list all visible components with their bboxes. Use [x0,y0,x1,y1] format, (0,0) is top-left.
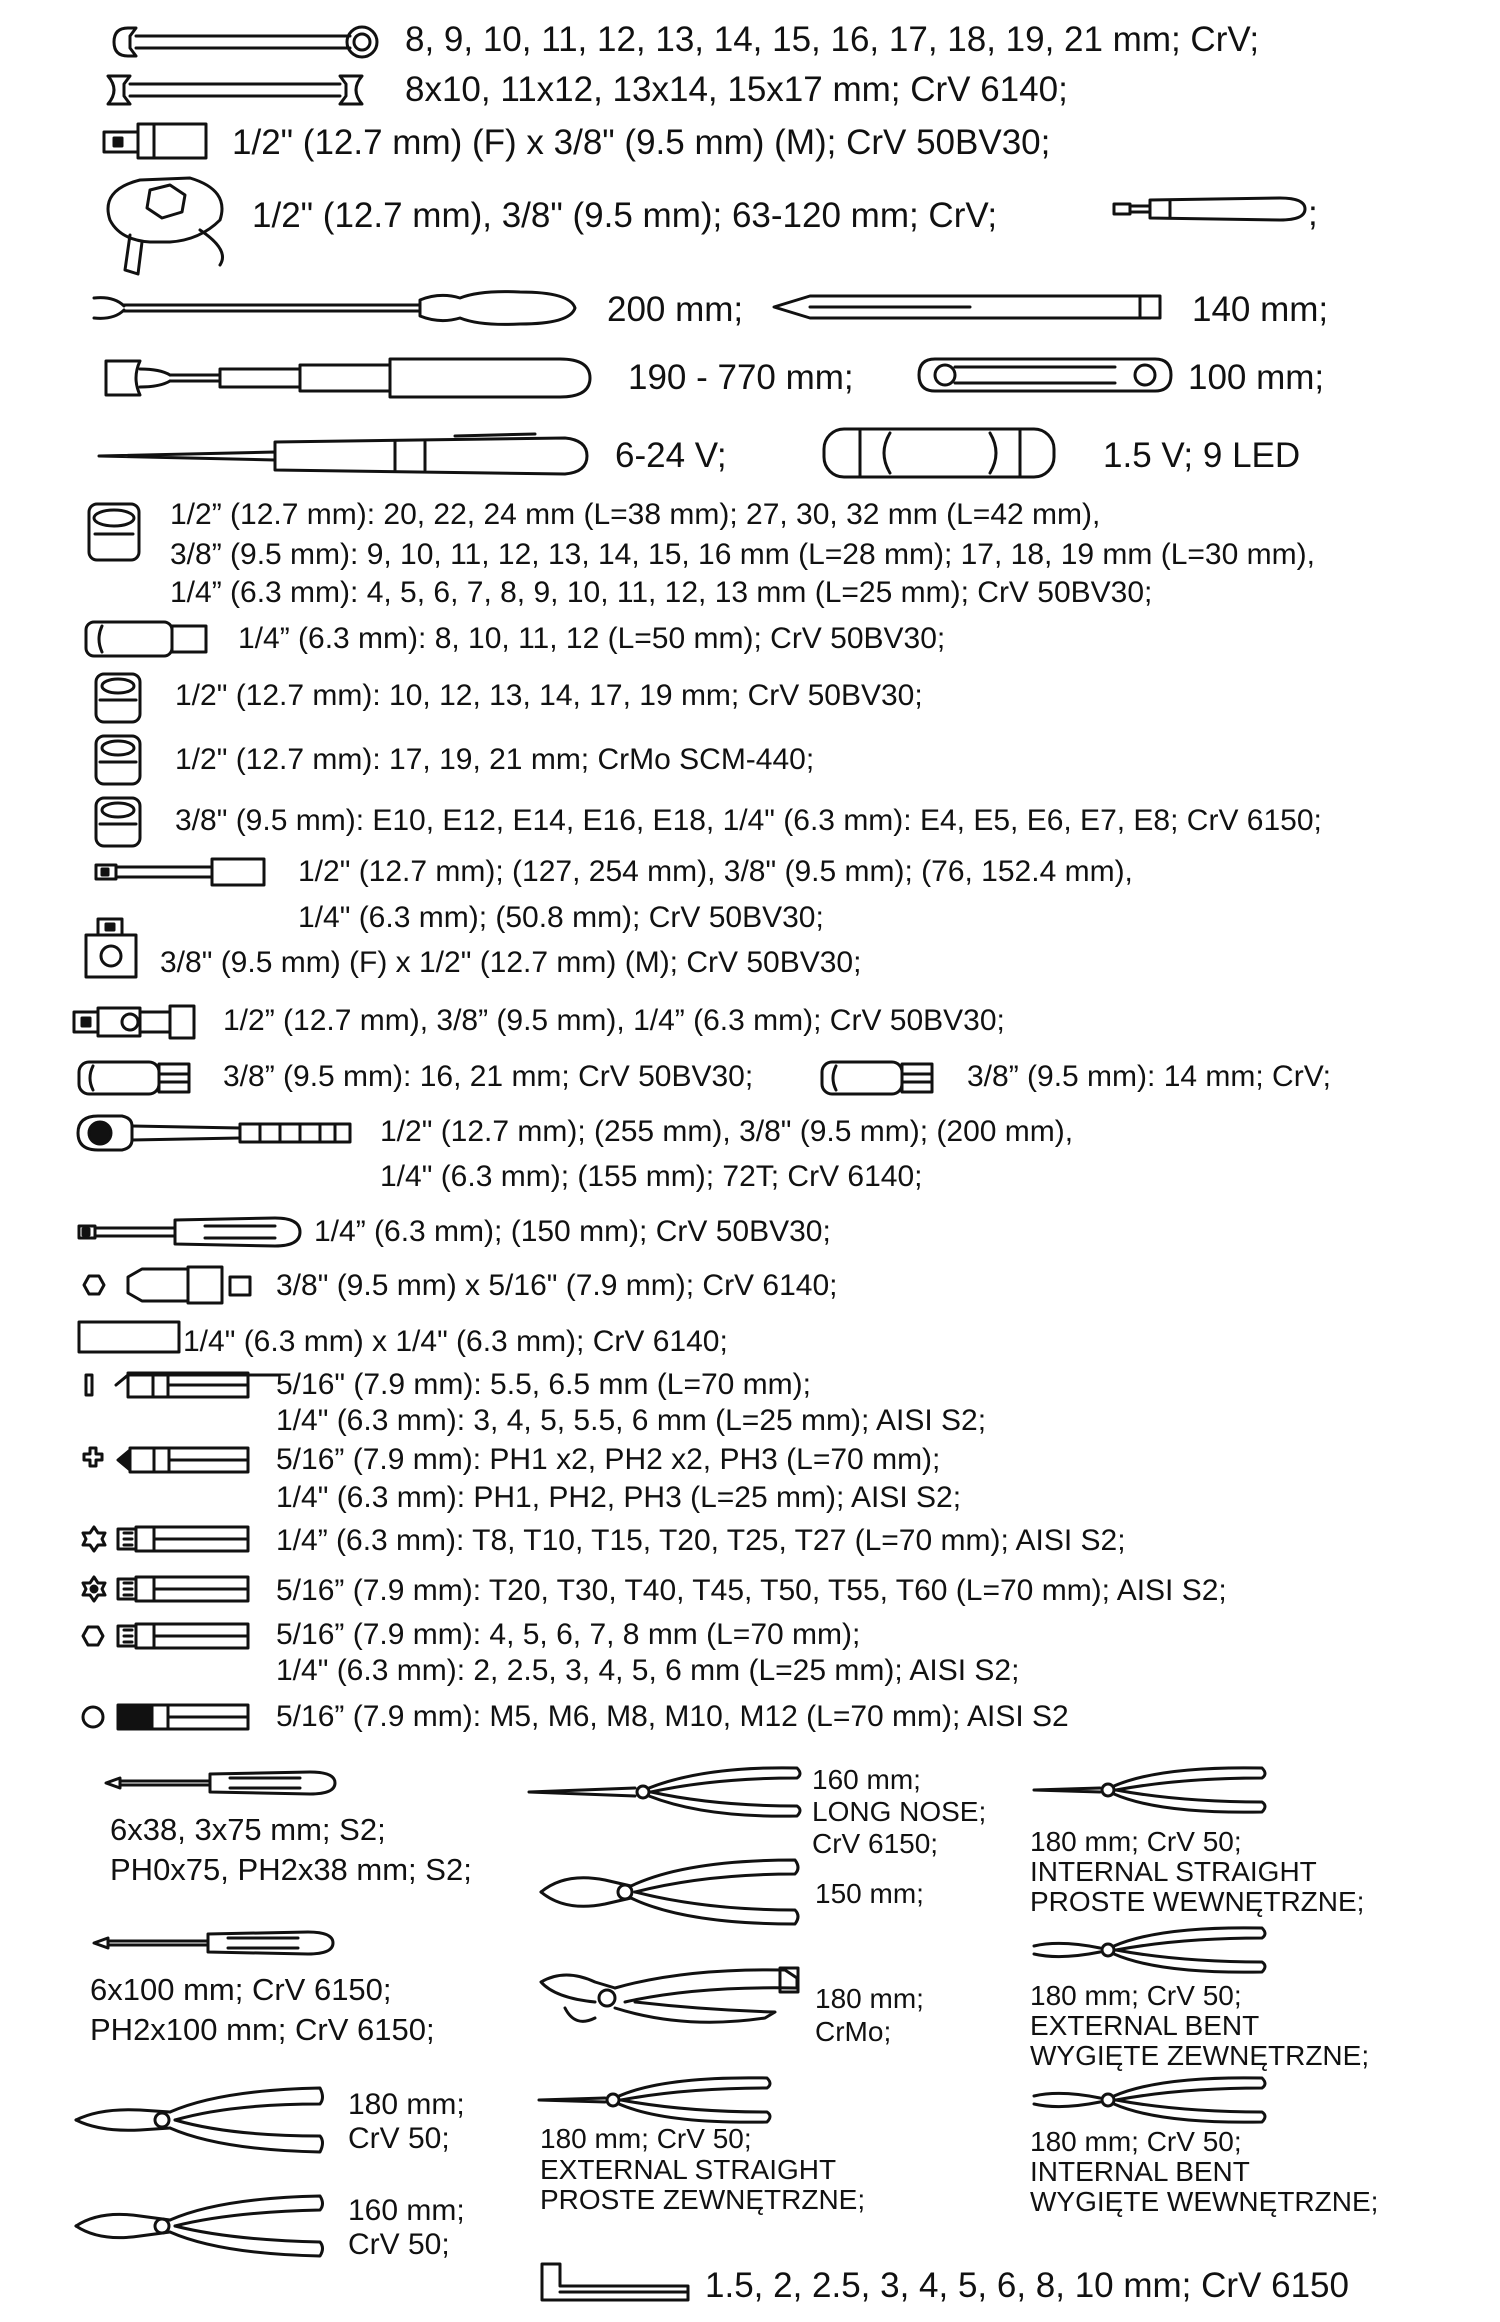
impact-socket-icon [92,670,148,726]
int-straight-type-pl: PROSTE WEWNĘTRZNE; [1030,1886,1365,1917]
torx-socket-spec: 3/8" (9.5 mm): E10, E12, E14, E16, E18, 1/4" (6.3 mm): E4, E5, E6, E7, E8; CrV 6150; [175,804,1322,837]
voltage-tester-range: 6-24 V; [615,436,727,475]
hex-key-icon [538,2260,698,2304]
ext-straight-spec: 180 mm; CrV 50; [540,2123,752,2154]
combination-wrench-sizes: 8, 9, 10, 11, 12, 13, 14, 15, 16, 17, 18, 19, 21 mm; CrV; [405,20,1260,59]
flat-bit-spec-a: 5/16" (7.9 mm): 5.5, 6.5 mm (L=70 mm); [276,1368,811,1401]
locking-pliers-length: 180 mm; [815,1983,924,2014]
ratchet-spec-a: 1/2" (12.7 mm); (255 mm), 3/8" (9.5 mm); (200 mm), [380,1115,1074,1148]
ext-bent-type: EXTERNAL BENT [1030,2010,1260,2041]
flashlight-icon [820,425,1060,481]
long-nose-material: CrV 6150; [812,1828,939,1859]
combination-pliers-material: CrV 50; [348,2122,450,2155]
universal-joint-icon [70,998,200,1046]
hex-bit-spec-b: 1/4" (6.3 mm): 2, 2.5, 3, 4, 5, 6 mm (L=25 mm); AISI S2; [276,1654,1020,1687]
ratchet-icon [70,1110,360,1156]
torx-bit-icon [74,1521,254,1557]
screwdriver-set-a-line2: PH0x75, PH2x38 mm; S2; [110,1852,472,1887]
side-cutter-length: 160 mm; [348,2194,465,2227]
circlip-pliers-external-straight-icon [535,2070,775,2130]
long-nose-type: LONG NOSE; [812,1796,987,1827]
int-bent-type: INTERNAL BENT [1030,2156,1250,2187]
hook-pick-length: 200 mm; [607,290,744,329]
sockets-three-eighths: 3/8” (9.5 mm): 9, 10, 11, 12, 13, 14, 15, 16 mm (L=28 mm); 17, 18, 19 mm (L=30 mm), [170,538,1315,571]
phillips-bit-spec-a: 5/16” (7.9 mm): PH1 x2, PH2 x2, PH3 (L=70 mm); [276,1443,941,1476]
diagonal-cutter-icon [535,1852,805,1932]
valve-tool-length: 100 mm; [1188,358,1325,397]
hex-bit-spec-a: 5/16” (7.9 mm): 4, 5, 6, 7, 8 mm (L=70 mm); [276,1618,861,1651]
torx-bit-spec: 1/4” (6.3 mm): T8, T10, T15, T20, T25, T27 (L=70 mm); AISI S2; [276,1524,1126,1557]
screwdriver-set-b-line2: PH2x100 mm; CrV 6150; [90,2012,435,2047]
oil-filter-wrench-icon [90,170,240,280]
socket-icon [85,500,145,566]
extension-bar-spec-a: 1/2" (12.7 mm); (127, 254 mm), 3/8" (9.5 mm); (76, 152.4 mm), [298,855,1133,888]
universal-joint-spec: 1/2” (12.7 mm), 3/8” (9.5 mm), 1/4” (6.3 mm); CrV 50BV30; [223,1004,1005,1037]
open-end-wrench-icon [100,70,380,110]
bit-holder-spec: 1/4" (6.3 mm) x 1/4" (6.3 mm); CrV 6140; [183,1325,728,1358]
combination-pliers-length: 180 mm; [348,2088,465,2121]
diagonal-cutter-length: 150 mm; [815,1878,924,1909]
screwdriver-set-b-line1: 6x100 mm; CrV 6150; [90,1972,392,2007]
spark-plug-socket-small-icon [818,1058,938,1098]
hook-pick-icon [90,288,590,328]
small-screwdriver-icon [100,1766,340,1800]
locking-pliers-icon [535,1958,805,2038]
reducer-adapter-icon [82,915,142,981]
spinner-driver-spec: 1/4” (6.3 mm); (150 mm); CrV 50BV30; [314,1215,831,1248]
telescopic-tool-length: 190 - 770 mm; [628,358,854,397]
bit-adapter-spec: 3/8" (9.5 mm) x 5/16" (7.9 mm); CrV 6140; [276,1269,838,1302]
int-bent-type-pl: WYGIĘTE WEWNĘTRZNE; [1030,2186,1379,2217]
flat-bit-spec-b: 1/4" (6.3 mm): 3, 4, 5, 5.5, 6 mm (L=25 mm); AISI S2; [276,1404,987,1437]
deep-socket-spec: 1/4” (6.3 mm): 8, 10, 11, 12 (L=50 mm); CrV 50BV30; [238,622,946,655]
extension-bar-spec-b: 1/4" (6.3 mm); (50.8 mm); CrV 50BV30; [298,901,824,934]
circlip-pliers-external-bent-icon [1030,1920,1270,1980]
long-nose-pliers-icon [525,1762,805,1822]
crmo-socket-spec: 1/2" (12.7 mm): 17, 19, 21 mm; CrMo SCM-440; [175,743,815,776]
long-nose-length: 160 mm; [812,1764,921,1795]
torx-socket-icon [92,794,148,850]
screwdriver-set-a-line1: 6x38, 3x75 mm; S2; [110,1812,386,1847]
spark-plug-socket-spec-b: 3/8” (9.5 mm): 14 mm; CrV; [967,1060,1331,1093]
valve-tool-icon [915,355,1175,395]
locking-pliers-material: CrMo; [815,2016,892,2047]
punch-chisel-length: 140 mm; [1192,290,1329,329]
side-cutter-icon [70,2186,330,2266]
combination-wrench-icon [100,22,380,62]
ext-straight-type: EXTERNAL STRAIGHT [540,2154,837,2185]
sockets-half-inch: 1/2” (12.7 mm): 20, 22, 24 mm (L=38 mm); 27, 30, 32 mm (L=42 mm), [170,498,1101,531]
ext-bent-type-pl: WYGIĘTE ZEWNĘTRZNE; [1030,2040,1370,2071]
tamper-torx-bit-spec: 5/16” (7.9 mm): T20, T30, T40, T45, T50, T55, T60 (L=70 mm); AISI S2; [276,1574,1227,1607]
phillips-bit-icon [74,1442,254,1478]
hex-bit-icon [74,1618,254,1654]
long-screwdriver-icon [88,1926,338,1960]
spinner-handle-separator: ; [1308,194,1318,233]
side-cutter-material: CrV 50; [348,2228,450,2261]
circlip-pliers-internal-straight-icon [1030,1760,1270,1820]
ext-bent-spec: 180 mm; CrV 50; [1030,1980,1242,2011]
flashlight-spec: 1.5 V; 9 LED [1103,436,1301,475]
ext-straight-type-pl: PROSTE ZEWNĘTRZNE; [540,2184,866,2215]
deep-socket-icon [82,618,212,660]
impact-socket-spec: 1/2" (12.7 mm): 10, 12, 13, 14, 17, 19 mm; CrV 50BV30; [175,679,923,712]
flat-bit-icon [78,1367,258,1403]
punch-chisel-icon [770,290,1170,324]
int-straight-type: INTERNAL STRAIGHT [1030,1856,1317,1887]
spark-plug-socket-spec-a: 3/8” (9.5 mm): 16, 21 mm; CrV 50BV30; [223,1060,754,1093]
socket-adapter-spec: 1/2" (12.7 mm) (F) x 3/8" (9.5 mm) (M); CrV 50BV30; [232,123,1051,162]
reducer-adapter-spec: 3/8" (9.5 mm) (F) x 1/2" (12.7 mm) (M); CrV 50BV30; [160,946,862,979]
open-end-wrench-sizes: 8x10, 11x12, 13x14, 15x17 mm; CrV 6140; [405,70,1068,109]
spark-plug-socket-icon [75,1058,195,1098]
spinner-driver-icon [75,1212,305,1252]
extension-bar-icon [92,855,272,889]
socket-adapter-icon [100,122,220,158]
spline-bit-icon [74,1699,254,1735]
int-bent-spec: 180 mm; CrV 50; [1030,2126,1242,2157]
oil-filter-wrench-spec: 1/2" (12.7 mm), 3/8" (9.5 mm); 63-120 mm; CrV; [252,196,998,235]
combination-pliers-icon [70,2080,330,2160]
circlip-pliers-internal-bent-icon [1030,2070,1270,2130]
ratchet-spec-b: 1/4" (6.3 mm); (155 mm); 72T; CrV 6140; [380,1160,923,1193]
spinner-handle-icon [1110,190,1310,228]
hex-key-sizes: 1.5, 2, 2.5, 3, 4, 5, 6, 8, 10 mm; CrV 6150 [705,2266,1349,2305]
crmo-socket-icon [92,732,148,788]
telescopic-tool-icon [100,355,600,401]
voltage-tester-icon [95,430,595,480]
bit-holder-icon [75,1318,185,1356]
spline-bit-spec: 5/16” (7.9 mm): M5, M6, M8, M10, M12 (L=70 mm); AISI S2 [276,1700,1069,1733]
tamper-torx-bit-icon [74,1571,254,1607]
sockets-quarter-inch: 1/4” (6.3 mm): 4, 5, 6, 7, 8, 9, 10, 11, 12, 13 mm (L=25 mm); CrV 50BV30; [170,576,1153,609]
int-straight-spec: 180 mm; CrV 50; [1030,1826,1242,1857]
phillips-bit-spec-b: 1/4" (6.3 mm): PH1, PH2, PH3 (L=25 mm); AISI S2; [276,1481,962,1514]
bit-adapter-icon [78,1263,258,1307]
